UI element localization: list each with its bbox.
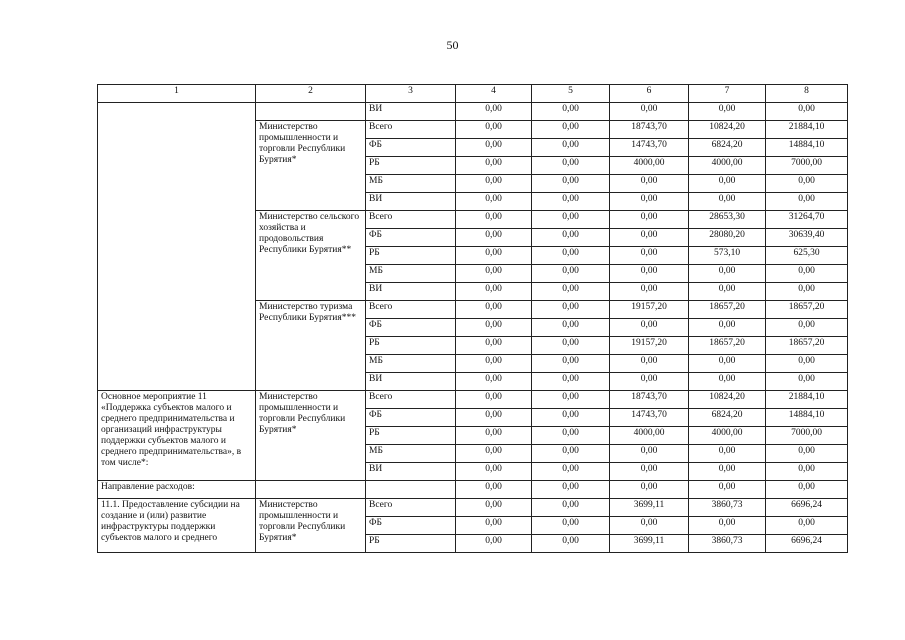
value-cell: 0,00	[766, 319, 848, 337]
column-header: 4	[456, 85, 532, 103]
value-cell: 0,00	[610, 265, 689, 283]
value-cell: 31264,70	[766, 211, 848, 229]
value-cell: 0,00	[456, 157, 532, 175]
value-cell: 0,00	[532, 175, 610, 193]
value-cell: 0,00	[456, 247, 532, 265]
value-cell: 0,00	[689, 445, 766, 463]
value-cell: 573,10	[689, 247, 766, 265]
value-cell: 0,00	[532, 481, 610, 499]
value-cell: 0,00	[532, 535, 610, 553]
activity-cell	[98, 103, 256, 391]
value-cell: 19157,20	[610, 301, 689, 319]
funding-source-cell: РБ	[366, 337, 456, 355]
value-cell: 10824,20	[689, 121, 766, 139]
funding-source-cell: Всего	[366, 301, 456, 319]
value-cell: 0,00	[689, 175, 766, 193]
table-body	[98, 103, 848, 553]
value-cell: 7000,00	[766, 157, 848, 175]
funding-source-cell	[366, 481, 456, 499]
value-cell: 0,00	[766, 355, 848, 373]
value-cell: 0,00	[532, 139, 610, 157]
value-cell: 21884,10	[766, 121, 848, 139]
value-cell: 0,00	[766, 283, 848, 301]
value-cell: 0,00	[456, 517, 532, 535]
value-cell: 0,00	[456, 319, 532, 337]
value-cell: 30639,40	[766, 229, 848, 247]
value-cell: 0,00	[532, 211, 610, 229]
value-cell: 0,00	[689, 265, 766, 283]
value-cell: 0,00	[532, 463, 610, 481]
value-cell: 0,00	[532, 427, 610, 445]
value-cell: 0,00	[689, 319, 766, 337]
value-cell: 0,00	[766, 193, 848, 211]
value-cell: 0,00	[456, 103, 532, 121]
value-cell: 0,00	[532, 409, 610, 427]
value-cell: 0,00	[532, 373, 610, 391]
funding-source-cell: МБ	[366, 445, 456, 463]
value-cell: 0,00	[456, 265, 532, 283]
value-cell: 0,00	[456, 121, 532, 139]
value-cell: 0,00	[689, 373, 766, 391]
value-cell: 19157,20	[610, 337, 689, 355]
value-cell: 0,00	[610, 355, 689, 373]
value-cell: 0,00	[689, 283, 766, 301]
funding-source-cell: ФБ	[366, 319, 456, 337]
value-cell: 18657,20	[689, 337, 766, 355]
value-cell: 0,00	[456, 337, 532, 355]
value-cell: 4000,00	[610, 157, 689, 175]
executor-cell: Министерство промышленности и торговли Республики Бурятия*	[256, 499, 366, 553]
value-cell: 0,00	[689, 463, 766, 481]
executor-cell	[256, 481, 366, 499]
value-cell: 3699,11	[610, 535, 689, 553]
value-cell: 0,00	[610, 211, 689, 229]
value-cell: 28653,30	[689, 211, 766, 229]
value-cell: 0,00	[532, 121, 610, 139]
value-cell: 18657,20	[689, 301, 766, 319]
column-header: 7	[689, 85, 766, 103]
value-cell: 0,00	[532, 355, 610, 373]
value-cell: 0,00	[456, 283, 532, 301]
value-cell: 0,00	[456, 355, 532, 373]
value-cell: 0,00	[689, 517, 766, 535]
value-cell: 4000,00	[689, 157, 766, 175]
value-cell: 0,00	[689, 481, 766, 499]
value-cell: 0,00	[532, 229, 610, 247]
value-cell: 0,00	[532, 103, 610, 121]
value-cell: 0,00	[766, 265, 848, 283]
value-cell: 0,00	[532, 391, 610, 409]
value-cell: 18657,20	[766, 301, 848, 319]
executor-cell: Министерство промышленности и торговли Республики Бурятия*	[256, 391, 366, 481]
value-cell: 6824,20	[689, 139, 766, 157]
value-cell: 14884,10	[766, 139, 848, 157]
budget-table	[97, 84, 848, 553]
funding-source-cell: Всего	[366, 121, 456, 139]
value-cell: 0,00	[532, 445, 610, 463]
table-row	[98, 481, 848, 499]
column-header: 2	[256, 85, 366, 103]
activity-cell: 11.1. Предоставление субсидии на создание и (или) развитие инфраструктуры поддержки субъектов малого и среднего	[98, 499, 256, 553]
value-cell: 0,00	[610, 319, 689, 337]
value-cell: 0,00	[456, 445, 532, 463]
value-cell: 0,00	[532, 157, 610, 175]
value-cell: 0,00	[456, 229, 532, 247]
value-cell: 0,00	[456, 499, 532, 517]
funding-source-cell: РБ	[366, 535, 456, 553]
value-cell: 0,00	[532, 247, 610, 265]
executor-cell	[256, 103, 366, 121]
value-cell: 0,00	[689, 355, 766, 373]
value-cell: 14743,70	[610, 139, 689, 157]
funding-source-cell: ФБ	[366, 517, 456, 535]
value-cell: 0,00	[766, 445, 848, 463]
funding-source-cell: РБ	[366, 427, 456, 445]
value-cell: 18657,20	[766, 337, 848, 355]
value-cell: 10824,20	[689, 391, 766, 409]
value-cell: 6824,20	[689, 409, 766, 427]
column-header: 8	[766, 85, 848, 103]
value-cell: 14884,10	[766, 409, 848, 427]
funding-source-cell: ВИ	[366, 373, 456, 391]
value-cell: 0,00	[766, 517, 848, 535]
funding-source-cell: Всего	[366, 391, 456, 409]
funding-source-cell: ВИ	[366, 463, 456, 481]
funding-source-cell: МБ	[366, 355, 456, 373]
activity-cell: Основное мероприятие 11 «Поддержка субъектов малого и среднего предпринимательства и организаций инфраструктуры поддержки субъектов малого и среднего предпринимательства», в том числе*:	[98, 391, 256, 481]
value-cell: 3699,11	[610, 499, 689, 517]
value-cell: 0,00	[456, 193, 532, 211]
funding-source-cell: ВИ	[366, 283, 456, 301]
value-cell: 0,00	[610, 229, 689, 247]
value-cell: 0,00	[456, 373, 532, 391]
value-cell: 7000,00	[766, 427, 848, 445]
value-cell: 0,00	[610, 175, 689, 193]
column-header: 1	[98, 85, 256, 103]
funding-source-cell: Всего	[366, 499, 456, 517]
value-cell: 0,00	[456, 409, 532, 427]
value-cell: 0,00	[456, 175, 532, 193]
column-header: 3	[366, 85, 456, 103]
funding-source-cell: ФБ	[366, 409, 456, 427]
executor-cell: Министерство промышленности и торговли Республики Бурятия*	[256, 121, 366, 211]
table-row	[98, 499, 848, 517]
value-cell: 0,00	[766, 463, 848, 481]
value-cell: 18743,70	[610, 391, 689, 409]
value-cell: 4000,00	[689, 427, 766, 445]
funding-source-cell: ФБ	[366, 229, 456, 247]
value-cell: 0,00	[532, 337, 610, 355]
funding-source-cell: ВИ	[366, 193, 456, 211]
value-cell: 0,00	[456, 139, 532, 157]
funding-source-cell: РБ	[366, 247, 456, 265]
column-header: 6	[610, 85, 689, 103]
value-cell: 0,00	[456, 301, 532, 319]
value-cell: 0,00	[456, 211, 532, 229]
value-cell: 0,00	[532, 517, 610, 535]
value-cell: 0,00	[766, 373, 848, 391]
header-row	[98, 85, 848, 103]
value-cell: 6696,24	[766, 499, 848, 517]
executor-cell: Министерство туризма Республики Бурятия***	[256, 301, 366, 391]
value-cell: 0,00	[456, 535, 532, 553]
value-cell: 0,00	[456, 427, 532, 445]
funding-source-cell: ФБ	[366, 139, 456, 157]
value-cell: 0,00	[532, 193, 610, 211]
value-cell: 3860,73	[689, 535, 766, 553]
funding-source-cell: МБ	[366, 175, 456, 193]
executor-cell: Министерство сельского хозяйства и продовольствия Республики Бурятия**	[256, 211, 366, 301]
value-cell: 0,00	[532, 301, 610, 319]
funding-source-cell: РБ	[366, 157, 456, 175]
value-cell: 0,00	[532, 319, 610, 337]
value-cell: 0,00	[766, 103, 848, 121]
value-cell: 0,00	[532, 283, 610, 301]
funding-source-cell: ВИ	[366, 103, 456, 121]
value-cell: 0,00	[610, 481, 689, 499]
value-cell: 0,00	[610, 517, 689, 535]
page-number: 50	[446, 38, 459, 52]
value-cell: 21884,10	[766, 391, 848, 409]
value-cell: 0,00	[610, 463, 689, 481]
value-cell: 0,00	[689, 193, 766, 211]
value-cell: 0,00	[766, 175, 848, 193]
value-cell: 0,00	[456, 481, 532, 499]
value-cell: 0,00	[610, 283, 689, 301]
column-header: 5	[532, 85, 610, 103]
funding-source-cell: МБ	[366, 265, 456, 283]
value-cell: 28080,20	[689, 229, 766, 247]
value-cell: 0,00	[456, 391, 532, 409]
value-cell: 0,00	[610, 445, 689, 463]
value-cell: 0,00	[532, 499, 610, 517]
table-row	[98, 103, 848, 121]
value-cell: 0,00	[689, 103, 766, 121]
value-cell: 0,00	[610, 103, 689, 121]
value-cell: 0,00	[610, 373, 689, 391]
value-cell: 18743,70	[610, 121, 689, 139]
value-cell: 4000,00	[610, 427, 689, 445]
value-cell: 6696,24	[766, 535, 848, 553]
value-cell: 0,00	[532, 265, 610, 283]
value-cell: 0,00	[610, 247, 689, 265]
value-cell: 14743,70	[610, 409, 689, 427]
value-cell: 0,00	[766, 481, 848, 499]
table-row	[98, 391, 848, 409]
value-cell: 625,30	[766, 247, 848, 265]
funding-source-cell: Всего	[366, 211, 456, 229]
value-cell: 0,00	[610, 193, 689, 211]
activity-cell: Направление расходов:	[98, 481, 256, 499]
value-cell: 0,00	[456, 463, 532, 481]
value-cell: 3860,73	[689, 499, 766, 517]
